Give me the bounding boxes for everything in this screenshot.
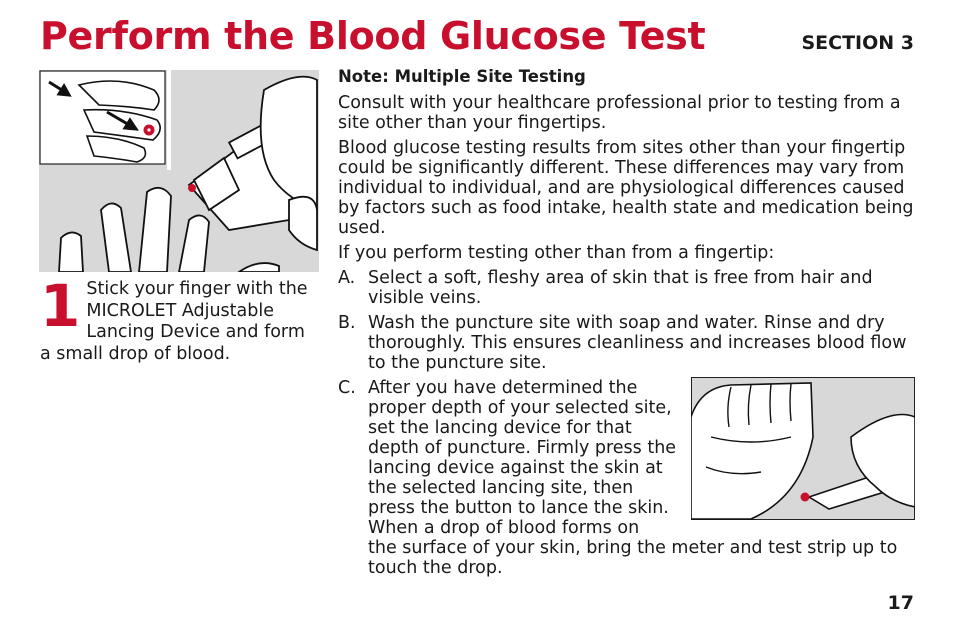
item-label: A. — [338, 268, 356, 288]
page-title: Perform the Blood Glucose Test — [40, 14, 706, 58]
item-label: C. — [338, 378, 356, 398]
list-item — [338, 313, 918, 373]
note-paragraph: Consult with your healthcare professional prior to testing from a site other than your fingertips. — [338, 93, 901, 133]
list-item — [338, 268, 918, 308]
item-label: B. — [338, 313, 356, 333]
list-item — [338, 378, 678, 538]
page-number: 17 — [887, 592, 914, 614]
lancing-illustration — [39, 70, 319, 272]
note-heading: Note: Multiple Site Testing — [338, 67, 586, 86]
item-text: After you have determined the proper depth of your selected site, set the lancing device for that depth of puncture. Firmly press the lancing device against the skin at the selected lancing site, then press the button to lance the skin. When a drop of blood forms on — [368, 378, 677, 538]
item-text: Select a soft, fleshy area of skin that is free from hair and visible veins. — [368, 268, 873, 308]
palm-lancing-illustration — [691, 377, 915, 520]
note-paragraph: If you perform testing other than from a fingertip: — [338, 243, 775, 263]
note-paragraph: Blood glucose testing results from sites other than your fingertip could be significantly different. These differences may vary from individual to individual, and are physiological differences caused by factors such as food intake, health state and medication being used. — [338, 138, 914, 238]
step-text: Stick your finger with the MICROLET Adjustable Lancing Device and form a small drop of blood. — [40, 279, 308, 364]
item-text-continued: the surface of your skin, bring the meter and test strip up to touch the drop. — [368, 538, 898, 578]
item-text: Wash the puncture site with soap and water. Rinse and dry thoroughly. This ensures cleanliness and increases blood flow to the puncture site. — [368, 313, 907, 373]
section-label: SECTION 3 — [801, 32, 914, 54]
step-number: 1 — [40, 272, 81, 340]
step-1 — [40, 272, 320, 365]
